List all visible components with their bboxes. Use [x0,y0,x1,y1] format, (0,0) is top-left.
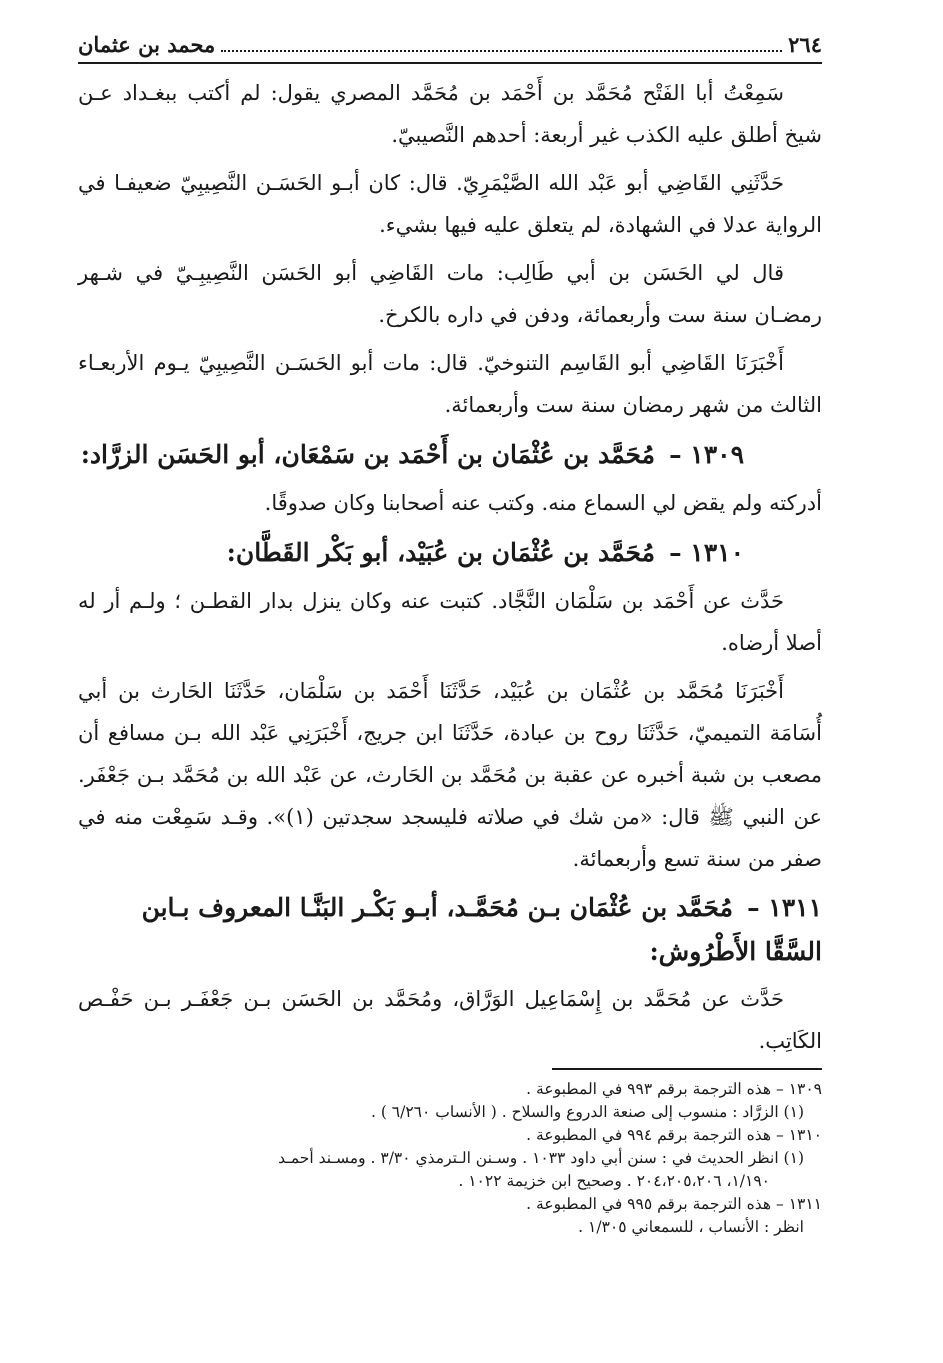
paragraph-2: حَدَّثَنِي القَاضِي أبو عَبْد الله الصَّيْمَرِيّ. قال: كان أبـو الحَسَـن النَّصِيبِيّ ضعيفـا في الرواية عدلا في الشهادة، لم يتعلق عليه فيها بشيء. [78,171,822,237]
entry-1311-text: حَدَّث عن مُحَمَّد بن إِسْمَاعِيل الوَرَّاق، ومُحَمَّد بن الحَسَن بـن جَعْفَـر بـن حَفْـص الكَاتِب. [78,987,822,1053]
running-title: محمد بن عثمان [78,32,216,57]
footnote-rule [552,1068,822,1070]
footnote-1311-ref: انظر : الأنساب ، للسمعاني ١/٣٠٥ . [578,1218,804,1236]
paragraph-1: سَمِعْتُ أبا الفَتْح مُحَمَّد بن أَحْمَد بن مُحَمَّد المصري يقول: لم أكتب ببغـداد عـن شيخ أطلق عليه الكذب غير أربعة: أحدهم النَّصيبيّ. [78,81,822,147]
footnote-1309: ١٣٠٩ – هذه الترجمة برقم ٩٩٣ في المطبوعة . [526,1080,822,1098]
entry-1310-number: ١٣١٠ – [669,538,744,567]
entry-1309-number: ١٣٠٩ – [669,440,744,469]
paragraph-3: قال لي الحَسَن بن أبي طَالِب: مات القَاضِي أبو الحَسَن النَّصِيبِـيّ في شـهر رمضـان سنة ست وأربعمائة، ودفن في داره بالكرخ. [78,261,822,327]
footnote-1310-1-cont: ١/١٩٠، ٢٠٤،٢٠٥،٢٠٦ . وصحيح ابن خزيمة ١٠٢٢ . [458,1172,770,1190]
entry-1309-heading [78,432,822,478]
footnotes [78,1078,822,1239]
footnote-1310-1: (١) انظر الحديث في : سنن أبي داود ١٠٣٣ . وسـنن الـترمذي ٣/٣٠ . ومسـند أحمـد [278,1149,804,1167]
entry-1311-number: ١٣١١ – [747,893,822,922]
footnote-1311: ١٣١١ – هذه الترجمة برقم ٩٩٥ في المطبوعة . [526,1195,822,1213]
entry-1309-text: أدركته ولم يقض لي السماع منه. وكتب عنه أصحابنا وكان صدوقًا. [264,491,822,515]
page-number: ٢٦٤ [788,32,822,57]
entry-1310-title: مُحَمَّد بن عُثْمَان بن عُبَيْد، أبو بَكْر القَطَّان: [226,538,656,567]
page-header [78,30,822,62]
book-page [78,30,822,1239]
footnote-1310: ١٣١٠ – هذه الترجمة برقم ٩٩٤ في المطبوعة . [526,1126,822,1144]
entry-1309-title: مُحَمَّد بن عُثْمَان بن أَحْمَد بن سَمْعَان، أبو الحَسَن الزرَّاد: [80,440,656,469]
paragraph-4: أَخْبَرَنَا القَاضِي أبو القَاسِم التنوخيّ. قال: مات أبو الحَسَـن النَّصِيبِيّ يـوم الأربعـاء الثالث من شهر رمضان سنة ست وأربعمائة. [78,351,822,417]
entry-1311-heading [78,886,822,974]
header-leader-dots [221,50,782,52]
footnote-1309-1: (١) الزرَّاد : منسوب إلى صنعة الدروع والسلاح . ( الأنساب ٦/٢٦٠ ) . [370,1103,804,1121]
entry-1310-heading [78,530,822,576]
entry-1310-text-2: أَخْبَرَنَا مُحَمَّد بن عُثْمَان بن عُبَيْد، حَدَّثَنَا أَحْمَد بن سَلْمَان، حَدَّثَنَا الحَارث بن أبي أُسَامَة التميميّ، حَدَّثَنَا روح بن عبادة، حَدَّثَنَا ابن جريج، أَخْبَرَنِي عَبْد الله بـن مسافع أن مصعب بن شبة أخبره عن عقبة بن مُحَمَّد بن الحَارث، عن عَبْد الله بن مُحَمَّد بـن جَعْفَر. عن النبي ﷺ قال: «من شك في صلاته فليسجد سجدتين (١)». وقـد سَمِعْت منه في صفر من سنة تسع وأربعمائة. [78,679,822,871]
entry-1310-text-1: حَدَّث عن أَحْمَد بن سَلْمَان النَّجَّاد. كتبت عنه وكان ينزل بدار القطـن ؛ ولـم أر له أصلا أرضاه. [78,589,822,655]
header-rule [78,62,822,64]
entry-1311-title: مُحَمَّد بن عُثْمَان بـن مُحَمَّـد، أبـو بَكْـر البَنَّـا المعروف بـابن السَّقَّا الأَطْرُوش: [141,893,822,966]
